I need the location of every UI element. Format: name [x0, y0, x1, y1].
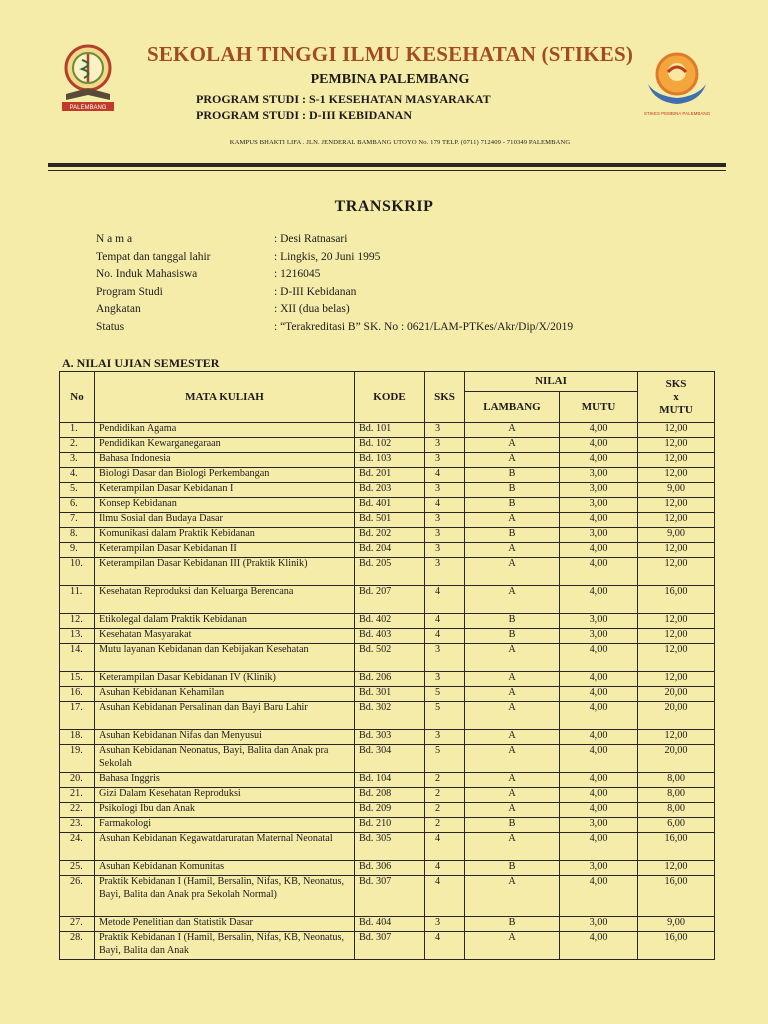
- grades-table-body: [60, 423, 715, 960]
- sks-x-mutu-value: 12,00: [638, 558, 715, 586]
- course-code: Bd. 502: [355, 644, 425, 672]
- row-number: 3.: [60, 453, 95, 468]
- course-name: Asuhan Kebidanan Neonatus, Bayi, Balita dan Anak pra Sekolah: [95, 745, 355, 773]
- course-name: Pendidikan Kewarganegaraan: [95, 438, 355, 453]
- sks-x-mutu-value: 8,00: [638, 788, 715, 803]
- grade-letter: A: [465, 438, 560, 453]
- grade-letter: B: [465, 498, 560, 513]
- grade-letter: B: [465, 818, 560, 833]
- row-number: 10.: [60, 558, 95, 586]
- course-name: Praktik Kebidanan I (Hamil, Bersalin, Nifas, KB, Neonatus, Bayi, Balita dan Anak pra Sekolah Normal): [95, 876, 355, 917]
- table-row: [60, 876, 715, 917]
- sks-x-mutu-value: 12,00: [638, 498, 715, 513]
- course-code: Bd. 306: [355, 861, 425, 876]
- course-name: Praktik Kebidanan I (Hamil, Bersalin, Nifas, KB, Neonatus, Bayi, Balita dan Anak: [95, 932, 355, 960]
- grade-point: 4,00: [560, 833, 638, 861]
- grade-point: 4,00: [560, 687, 638, 702]
- course-sks: 3: [425, 528, 465, 543]
- program-line-1: PROGRAM STUDI : S-1 KESEHATAN MASYARAKAT: [196, 92, 491, 106]
- grade-letter: A: [465, 644, 560, 672]
- row-number: 7.: [60, 513, 95, 528]
- course-code: Bd. 307: [355, 876, 425, 917]
- grade-letter: A: [465, 543, 560, 558]
- info-row: [96, 268, 573, 286]
- table-row: [60, 818, 715, 833]
- grade-point: 4,00: [560, 543, 638, 558]
- course-sks: 3: [425, 423, 465, 438]
- info-value: : “Terakreditasi B” SK. No : 0621/LAM-PTKes/Akr/Dip/X/2019: [274, 320, 574, 333]
- course-name: Komunikasi dalam Praktik Kebidanan: [95, 528, 355, 543]
- header-sks-x-mutu-line2: x: [673, 390, 679, 403]
- info-label: Angkatan: [96, 303, 141, 316]
- table-row: [60, 672, 715, 687]
- course-code: Bd. 101: [355, 423, 425, 438]
- table-row: [60, 423, 715, 438]
- table-row: [60, 483, 715, 498]
- sks-x-mutu-value: 12,00: [638, 423, 715, 438]
- sks-x-mutu-value: 12,00: [638, 614, 715, 629]
- grade-point: 4,00: [560, 745, 638, 773]
- course-name: Kesehatan Reproduksi dan Keluarga Berencana: [95, 586, 355, 614]
- info-value: : Lingkis, 20 Juni 1995: [274, 250, 381, 263]
- course-name: Farmakologi: [95, 818, 355, 833]
- grade-point: 4,00: [560, 932, 638, 960]
- stikes-pembina-logo-icon: [640, 48, 714, 118]
- table-row: [60, 468, 715, 483]
- sks-x-mutu-value: 8,00: [638, 803, 715, 818]
- table-row: [60, 687, 715, 702]
- course-name: Keterampilan Dasar Kebidanan II: [95, 543, 355, 558]
- info-label: Status: [96, 320, 125, 333]
- grade-point: 4,00: [560, 513, 638, 528]
- course-name: Bahasa Inggris: [95, 773, 355, 788]
- row-number: 16.: [60, 687, 95, 702]
- header-nilai: NILAI: [465, 372, 638, 392]
- institution-subtitle: PEMBINA PALEMBANG: [310, 72, 470, 87]
- grade-letter: A: [465, 876, 560, 917]
- course-name: Keterampilan Dasar Kebidanan IV (Klinik): [95, 672, 355, 687]
- course-name: Metode Penelitian dan Statistik Dasar: [95, 917, 355, 932]
- institution-name: SEKOLAH TINGGI ILMU KESEHATAN (STIKES): [146, 42, 634, 66]
- grade-letter: B: [465, 528, 560, 543]
- info-label: Tempat dan tanggal lahir: [96, 250, 211, 263]
- course-name: Ilmu Sosial dan Budaya Dasar: [95, 513, 355, 528]
- table-row: [60, 773, 715, 788]
- section-heading: A. NILAI UJIAN SEMESTER: [62, 356, 220, 370]
- course-sks: 4: [425, 614, 465, 629]
- course-sks: 5: [425, 745, 465, 773]
- sks-x-mutu-value: 12,00: [638, 468, 715, 483]
- sks-x-mutu-value: 12,00: [638, 672, 715, 687]
- course-sks: 3: [425, 513, 465, 528]
- header-lambang: LAMBANG: [465, 392, 560, 423]
- info-row: [96, 286, 573, 304]
- grade-point: 4,00: [560, 876, 638, 917]
- row-number: 28.: [60, 932, 95, 960]
- sks-x-mutu-value: 12,00: [638, 513, 715, 528]
- grade-letter: A: [465, 932, 560, 960]
- table-row: [60, 917, 715, 932]
- row-number: 11.: [60, 586, 95, 614]
- grade-point: 3,00: [560, 498, 638, 513]
- info-row: [96, 303, 573, 321]
- program-line-2: PROGRAM STUDI : D-III KEBIDANAN: [196, 108, 413, 122]
- sks-x-mutu-value: 12,00: [638, 543, 715, 558]
- info-row: [96, 233, 573, 251]
- table-row: [60, 833, 715, 861]
- sks-x-mutu-value: 12,00: [638, 644, 715, 672]
- document-title: TRANSKRIP: [334, 198, 434, 215]
- course-name: Keterampilan Dasar Kebidanan I: [95, 483, 355, 498]
- course-code: Bd. 501: [355, 513, 425, 528]
- logo-right-text: STIKES PEMBINA PALEMBANG: [643, 111, 711, 116]
- course-name: Pendidikan Agama: [95, 423, 355, 438]
- grades-table: [59, 371, 715, 960]
- sks-x-mutu-value: 16,00: [638, 833, 715, 861]
- row-number: 18.: [60, 730, 95, 745]
- row-number: 23.: [60, 818, 95, 833]
- grade-letter: A: [465, 745, 560, 773]
- row-number: 25.: [60, 861, 95, 876]
- info-value: : 1216045: [274, 268, 321, 281]
- row-number: 22.: [60, 803, 95, 818]
- table-row: [60, 513, 715, 528]
- course-code: Bd. 402: [355, 614, 425, 629]
- grade-letter: B: [465, 483, 560, 498]
- row-number: 20.: [60, 773, 95, 788]
- course-sks: 5: [425, 702, 465, 730]
- header-mutu: MUTU: [560, 392, 638, 423]
- sks-x-mutu-value: 12,00: [638, 438, 715, 453]
- grade-letter: A: [465, 687, 560, 702]
- course-code: Bd. 303: [355, 730, 425, 745]
- header-sks-x-mutu-line3: MUTU: [659, 403, 693, 416]
- sks-x-mutu-value: 9,00: [638, 528, 715, 543]
- course-name: Asuhan Kebidanan Kehamilan: [95, 687, 355, 702]
- row-number: 12.: [60, 614, 95, 629]
- course-sks: 3: [425, 453, 465, 468]
- grade-letter: A: [465, 558, 560, 586]
- sks-x-mutu-value: 12,00: [638, 730, 715, 745]
- grade-point: 3,00: [560, 528, 638, 543]
- course-name: Asuhan Kebidanan Nifas dan Menyusui: [95, 730, 355, 745]
- header-sks-x-mutu-line1: SKS: [665, 377, 687, 390]
- table-row: [60, 498, 715, 513]
- course-sks: 4: [425, 498, 465, 513]
- course-sks: 2: [425, 773, 465, 788]
- course-name: Keterampilan Dasar Kebidanan III (Praktik Klinik): [95, 558, 355, 586]
- course-sks: 3: [425, 483, 465, 498]
- grade-point: 4,00: [560, 672, 638, 687]
- row-number: 24.: [60, 833, 95, 861]
- sks-x-mutu-value: 12,00: [638, 629, 715, 644]
- table-row: [60, 788, 715, 803]
- course-sks: 3: [425, 672, 465, 687]
- grade-letter: A: [465, 833, 560, 861]
- header-divider: [48, 163, 726, 167]
- course-name: Konsep Kebidanan: [95, 498, 355, 513]
- course-sks: 2: [425, 803, 465, 818]
- row-number: 26.: [60, 876, 95, 917]
- table-row: [60, 614, 715, 629]
- course-sks: 4: [425, 629, 465, 644]
- table-row: [60, 644, 715, 672]
- course-code: Bd. 302: [355, 702, 425, 730]
- logo-left-text: PALEMBANG: [69, 105, 107, 111]
- grade-point: 3,00: [560, 614, 638, 629]
- sks-x-mutu-value: 8,00: [638, 773, 715, 788]
- course-sks: 3: [425, 558, 465, 586]
- grade-point: 4,00: [560, 788, 638, 803]
- row-number: 2.: [60, 438, 95, 453]
- table-row: [60, 730, 715, 745]
- grade-point: 4,00: [560, 453, 638, 468]
- course-sks: 3: [425, 438, 465, 453]
- course-sks: 2: [425, 788, 465, 803]
- row-number: 19.: [60, 745, 95, 773]
- sks-x-mutu-value: 20,00: [638, 745, 715, 773]
- row-number: 27.: [60, 917, 95, 932]
- header-course: MATA KULIAH: [95, 372, 355, 423]
- grade-point: 4,00: [560, 644, 638, 672]
- row-number: 21.: [60, 788, 95, 803]
- course-name: Asuhan Kebidanan Persalinan dan Bayi Baru Lahir: [95, 702, 355, 730]
- info-label: N a m a: [96, 233, 133, 245]
- row-number: 1.: [60, 423, 95, 438]
- table-row: [60, 803, 715, 818]
- table-row: [60, 932, 715, 960]
- course-code: Bd. 403: [355, 629, 425, 644]
- row-number: 15.: [60, 672, 95, 687]
- row-number: 14.: [60, 644, 95, 672]
- info-row: [96, 251, 573, 269]
- row-number: 13.: [60, 629, 95, 644]
- table-row: [60, 745, 715, 773]
- row-number: 6.: [60, 498, 95, 513]
- header-no: No: [60, 372, 95, 423]
- course-sks: 3: [425, 917, 465, 932]
- table-row: [60, 558, 715, 586]
- table-row: [60, 453, 715, 468]
- course-code: Bd. 104: [355, 773, 425, 788]
- sks-x-mutu-value: 16,00: [638, 876, 715, 917]
- course-name: Asuhan Kebidanan Kegawatdaruratan Maternal Neonatal: [95, 833, 355, 861]
- grade-point: 3,00: [560, 629, 638, 644]
- course-code: Bd. 401: [355, 498, 425, 513]
- info-label: Program Studi: [96, 285, 163, 298]
- sks-x-mutu-value: 9,00: [638, 483, 715, 498]
- course-sks: 4: [425, 932, 465, 960]
- grade-letter: B: [465, 917, 560, 932]
- grade-point: 3,00: [560, 468, 638, 483]
- grade-point: 4,00: [560, 586, 638, 614]
- grade-letter: A: [465, 803, 560, 818]
- course-code: Bd. 204: [355, 543, 425, 558]
- course-code: Bd. 208: [355, 788, 425, 803]
- course-name: Psikologi Ibu dan Anak: [95, 803, 355, 818]
- grade-point: 4,00: [560, 438, 638, 453]
- course-code: Bd. 207: [355, 586, 425, 614]
- course-sks: 3: [425, 644, 465, 672]
- course-name: Mutu layanan Kebidanan dan Kebijakan Kesehatan: [95, 644, 355, 672]
- grade-point: 4,00: [560, 423, 638, 438]
- table-row: [60, 702, 715, 730]
- table-row: [60, 861, 715, 876]
- grade-letter: A: [465, 586, 560, 614]
- course-sks: 3: [425, 543, 465, 558]
- course-sks: 5: [425, 687, 465, 702]
- header-divider-thin: [48, 170, 726, 171]
- table-row: [60, 528, 715, 543]
- grade-point: 4,00: [560, 558, 638, 586]
- sks-x-mutu-value: 6,00: [638, 818, 715, 833]
- course-code: Bd. 305: [355, 833, 425, 861]
- course-code: Bd. 304: [355, 745, 425, 773]
- table-row: [60, 586, 715, 614]
- row-number: 5.: [60, 483, 95, 498]
- sks-x-mutu-value: 12,00: [638, 453, 715, 468]
- course-sks: 4: [425, 876, 465, 917]
- course-name: Bahasa Indonesia: [95, 453, 355, 468]
- course-code: Bd. 202: [355, 528, 425, 543]
- grade-point: 3,00: [560, 861, 638, 876]
- grade-point: 3,00: [560, 917, 638, 932]
- course-name: Biologi Dasar dan Biologi Perkembangan: [95, 468, 355, 483]
- sks-x-mutu-value: 20,00: [638, 687, 715, 702]
- row-number: 8.: [60, 528, 95, 543]
- course-sks: 4: [425, 586, 465, 614]
- course-code: Bd. 404: [355, 917, 425, 932]
- grade-letter: A: [465, 773, 560, 788]
- course-name: Gizi Dalam Kesehatan Reproduksi: [95, 788, 355, 803]
- course-code: Bd. 205: [355, 558, 425, 586]
- header-sks: SKS: [425, 372, 465, 423]
- grade-letter: A: [465, 730, 560, 745]
- table-row: [60, 629, 715, 644]
- row-number: 9.: [60, 543, 95, 558]
- campus-address: KAMPUS BHAKTI LIFA . JLN. JENDERAL BAMBANG UTOYO No. 179 TELP. (0711) 712409 - 710349 PALEMBANG: [229, 139, 571, 146]
- grade-letter: B: [465, 861, 560, 876]
- course-name: Kesehatan Masyarakat: [95, 629, 355, 644]
- course-code: Bd. 203: [355, 483, 425, 498]
- course-name: Asuhan Kebidanan Komunitas: [95, 861, 355, 876]
- info-value: : D-III Kebidanan: [274, 285, 357, 298]
- course-code: Bd. 209: [355, 803, 425, 818]
- course-sks: 2: [425, 818, 465, 833]
- grade-point: 4,00: [560, 730, 638, 745]
- course-code: Bd. 103: [355, 453, 425, 468]
- stikes-emblem-icon: [52, 42, 124, 122]
- row-number: 4.: [60, 468, 95, 483]
- grade-point: 4,00: [560, 773, 638, 788]
- grade-point: 4,00: [560, 803, 638, 818]
- course-sks: 4: [425, 833, 465, 861]
- sks-x-mutu-value: 20,00: [638, 702, 715, 730]
- table-row: [60, 543, 715, 558]
- info-value: : XII (dua belas): [274, 303, 350, 316]
- student-info: [96, 233, 573, 339]
- grade-letter: B: [465, 614, 560, 629]
- course-sks: 3: [425, 730, 465, 745]
- info-row: [96, 321, 573, 339]
- course-code: Bd. 301: [355, 687, 425, 702]
- grade-point: 4,00: [560, 702, 638, 730]
- sks-x-mutu-value: 12,00: [638, 861, 715, 876]
- grade-letter: B: [465, 468, 560, 483]
- row-number: 17.: [60, 702, 95, 730]
- sks-x-mutu-value: 16,00: [638, 586, 715, 614]
- grade-letter: A: [465, 672, 560, 687]
- info-value: : Desi Ratnasari: [274, 233, 348, 245]
- course-code: Bd. 307: [355, 932, 425, 960]
- course-code: Bd. 210: [355, 818, 425, 833]
- course-code: Bd. 201: [355, 468, 425, 483]
- grade-letter: A: [465, 788, 560, 803]
- course-code: Bd. 102: [355, 438, 425, 453]
- table-row: [60, 438, 715, 453]
- header-sks-x-mutu: [638, 372, 715, 423]
- course-name: Etikolegal dalam Praktik Kebidanan: [95, 614, 355, 629]
- info-label: No. Induk Mahasiswa: [96, 268, 198, 281]
- course-sks: 4: [425, 861, 465, 876]
- grade-letter: B: [465, 629, 560, 644]
- sks-x-mutu-value: 9,00: [638, 917, 715, 932]
- grade-point: 3,00: [560, 483, 638, 498]
- sks-x-mutu-value: 16,00: [638, 932, 715, 960]
- course-code: Bd. 206: [355, 672, 425, 687]
- grade-letter: A: [465, 453, 560, 468]
- grade-letter: A: [465, 423, 560, 438]
- course-sks: 4: [425, 468, 465, 483]
- grade-letter: A: [465, 702, 560, 730]
- header-code: KODE: [355, 372, 425, 423]
- grade-letter: A: [465, 513, 560, 528]
- grade-point: 3,00: [560, 818, 638, 833]
